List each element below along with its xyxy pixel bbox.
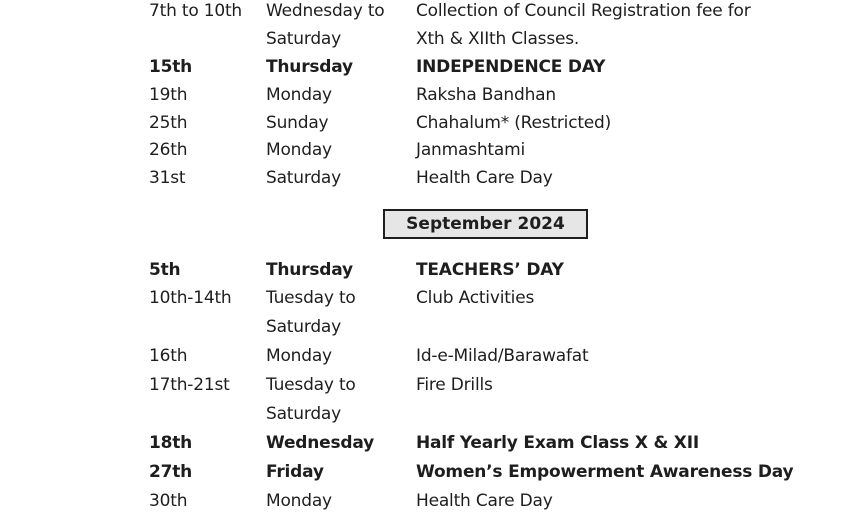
event-date: 18th [149, 433, 193, 453]
calendar-row [0, 342, 847, 370]
event-day: Monday [266, 346, 332, 366]
event-day-continuation: Saturday [266, 317, 342, 337]
event-day: Thursday [266, 260, 353, 280]
event-name: Health Care Day [416, 168, 553, 188]
event-date: 27th [149, 462, 193, 482]
event-date: 19th [149, 85, 188, 105]
calendar-row [0, 371, 847, 399]
event-day: Wednesday [266, 433, 374, 453]
event-name: Health Care Day [416, 491, 553, 511]
calendar-row [0, 164, 847, 192]
event-date: 15th [149, 57, 193, 77]
event-day: Monday [266, 140, 332, 160]
calendar-row [0, 458, 847, 486]
calendar-row [0, 53, 847, 81]
calendar-row [0, 0, 847, 25]
event-day: Tuesday to [266, 375, 356, 395]
event-name: Raksha Bandhan [416, 85, 556, 105]
event-day: Wednesday to [266, 1, 385, 21]
calendar-row-continuation [0, 25, 847, 53]
event-name: Chahalum* (Restricted) [416, 113, 612, 133]
event-date: 16th [149, 346, 188, 366]
calendar-row [0, 109, 847, 137]
month-header: September 2024 [383, 209, 588, 239]
event-date: 26th [149, 140, 188, 160]
calendar-row [0, 429, 847, 457]
event-name: Club Activities [416, 288, 535, 308]
event-name: Fire Drills [416, 375, 493, 395]
calendar-row [0, 136, 847, 164]
event-day: Tuesday to [266, 288, 356, 308]
event-name: Janmashtami [416, 140, 525, 160]
event-name: TEACHERS’ DAY [416, 260, 564, 280]
event-date: 30th [149, 491, 188, 511]
event-date: 31st [149, 168, 186, 188]
calendar-row [0, 284, 847, 312]
event-date: 10th-14th [149, 288, 232, 308]
event-day-continuation: Saturday [266, 29, 342, 49]
event-day: Thursday [266, 57, 353, 77]
event-date: 25th [149, 113, 188, 133]
calendar-row-continuation [0, 400, 847, 428]
event-day: Monday [266, 85, 332, 105]
event-date: 17th-21st [149, 375, 230, 395]
calendar-row [0, 81, 847, 109]
event-day: Monday [266, 491, 332, 511]
calendar-row [0, 256, 847, 284]
calendar-row-continuation [0, 313, 847, 341]
event-name: Collection of Council Registration fee for [416, 1, 751, 21]
calendar-row [0, 487, 847, 515]
event-day: Sunday [266, 113, 329, 133]
event-day-continuation: Saturday [266, 404, 342, 424]
event-date: 7th to 10th [149, 1, 243, 21]
event-name: Id-e-Milad/Barawafat [416, 346, 589, 366]
event-name: INDEPENDENCE DAY [416, 57, 606, 77]
event-name: Women’s Empowerment Awareness Day [416, 462, 794, 482]
event-day: Friday [266, 462, 324, 482]
event-name-continuation: Xth & XIIth Classes. [416, 29, 580, 49]
event-day: Saturday [266, 168, 342, 188]
event-name: Half Yearly Exam Class X & XII [416, 433, 699, 453]
event-date: 5th [149, 260, 181, 280]
